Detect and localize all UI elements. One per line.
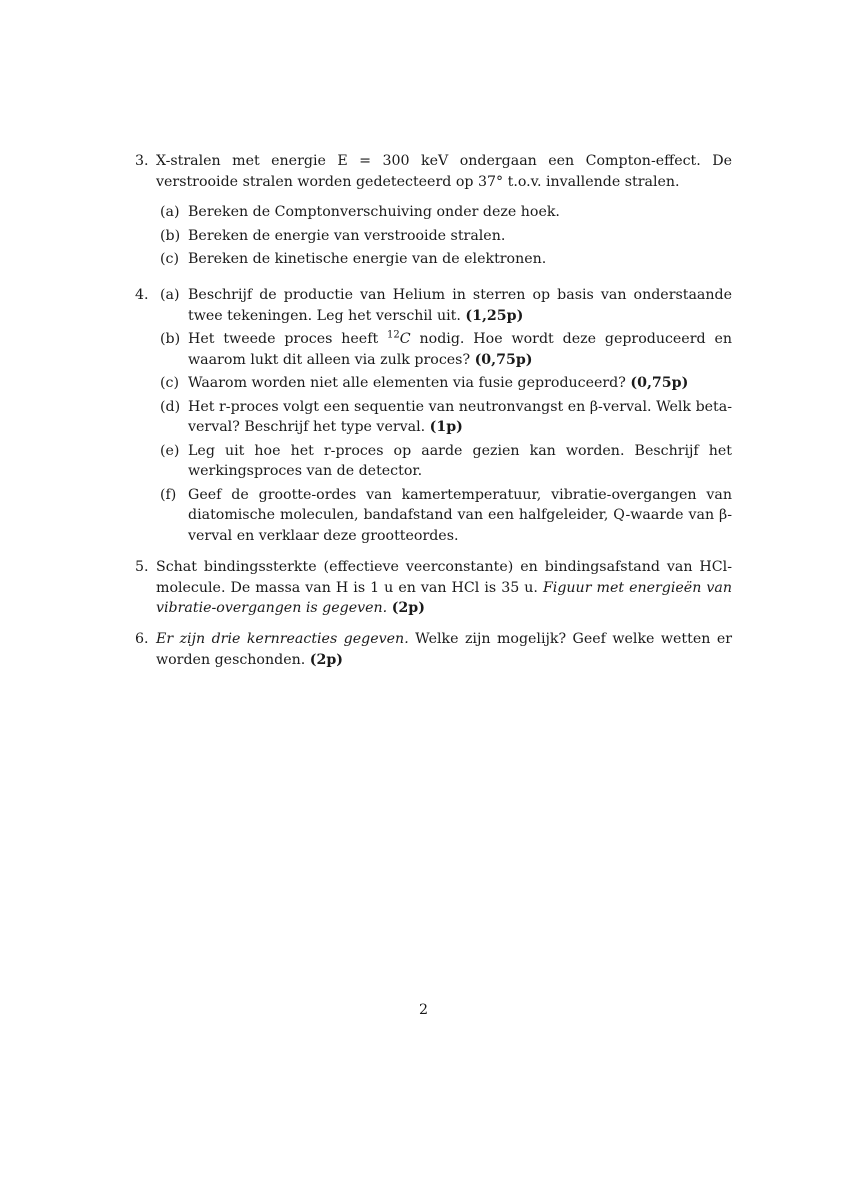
isotope-superscript: 12 xyxy=(387,329,400,341)
subquestion-label: (f) xyxy=(160,486,177,503)
question-number: 3. xyxy=(135,153,149,169)
page-number: 2 xyxy=(418,1002,429,1018)
question-number: 4. xyxy=(135,287,149,303)
subquestion-text: Bereken de energie van verstrooide stralen. xyxy=(188,227,506,244)
question-text: Welke zijn mogelijk? Geef welke wetten er worden geschonden. xyxy=(156,631,732,668)
question-3 xyxy=(135,151,732,273)
subquestion-label: (c) xyxy=(160,251,180,267)
question-number: 5. xyxy=(135,559,149,575)
subquestion-label: (e) xyxy=(160,442,180,459)
subquestion-4d xyxy=(156,397,732,438)
points: (1,25p) xyxy=(465,307,524,324)
carbon-symbol: C xyxy=(399,331,411,347)
subquestion-4c xyxy=(156,373,732,394)
subquestion-text: Het r-proces volgt een sequentie van neutronvangst en β-verval. Welk beta-verval? Beschrijf het type verval. xyxy=(188,398,732,435)
subquestion-text: Bereken de Comptonverschuiving onder deze hoek. xyxy=(188,204,560,220)
points: (0,75p) xyxy=(474,351,533,368)
subquestion-text: Bereken de kinetische energie van de elektronen. xyxy=(188,251,547,267)
subquestion-4a xyxy=(156,285,732,326)
question-4 xyxy=(135,285,732,549)
subquestion-text: Geef de grootte-ordes van kamertemperatuur, vibratie-overgangen van diatomische moleculen, bandafstand van een halfgeleider, Q-waarde van β-verval en verklaar deze grootteordes. xyxy=(188,486,732,544)
points: (2p) xyxy=(309,651,343,668)
subquestion-3a xyxy=(156,202,732,223)
subquestion-3c xyxy=(156,249,732,270)
question-italic-note: Er zijn drie kernreacties gegeven. xyxy=(156,631,409,647)
points: (2p) xyxy=(391,600,425,616)
question-text: X-stralen met energie E = 300 keV ondergaan een Compton-effect. De verstrooide stralen worden gedetecteerd op 37° t.o.v. invallende stralen. xyxy=(156,153,732,190)
subquestion-label: (c) xyxy=(160,375,180,391)
question-6 xyxy=(135,629,732,670)
subquestion-text: Het tweede proces heeft xyxy=(188,331,388,347)
question-text: Schat bindingssterkte (effectieve veerconstante) en bindingsafstand van HCl-molecule. De massa van H is 1 u en van HCl is 35 u. xyxy=(156,559,732,596)
question-number: 6. xyxy=(135,631,149,647)
subquestion-text: Leg uit hoe het r-proces op aarde gezien kan worden. Beschrijf het werkingsproces van de detector. xyxy=(188,442,732,479)
question-text-block xyxy=(156,629,732,670)
subquestion-label: (a) xyxy=(160,287,180,303)
subquestion-label: (b) xyxy=(160,227,181,244)
question-text-block xyxy=(156,557,732,619)
subquestion-text: nodig. Hoe wordt deze geproduceerd en waarom lukt dit alleen via zulk proces? xyxy=(188,331,732,368)
subquestion-list xyxy=(156,202,732,270)
subquestion-4f xyxy=(156,485,732,547)
points: (1p) xyxy=(429,419,463,435)
subquestion-label: (b) xyxy=(160,331,181,347)
subquestion-text: Waarom worden niet alle elementen via fusie geproduceerd? xyxy=(188,375,626,391)
subquestion-4e xyxy=(156,441,732,482)
subquestion-3b xyxy=(156,226,732,247)
subquestion-list xyxy=(156,285,732,546)
subquestion-4b xyxy=(156,329,732,370)
subquestion-label: (d) xyxy=(160,398,181,415)
subquestion-text: Beschrijf de productie van Helium in sterren op basis van onderstaande twee tekeningen. Leg het verschil uit. xyxy=(188,287,732,324)
question-5 xyxy=(135,557,732,619)
subquestion-label: (a) xyxy=(160,204,180,220)
question-italic-note: Figuur met energieën van vibratie-overgangen is gegeven. xyxy=(156,579,732,616)
points: (0,75p) xyxy=(630,375,689,391)
